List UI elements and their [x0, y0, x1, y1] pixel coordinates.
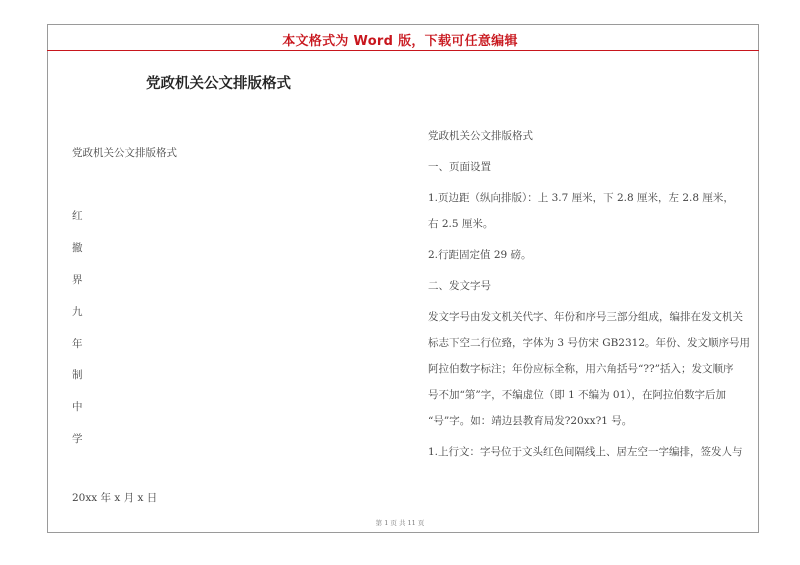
paragraph-line: 发文字号由发文机关代字、年份和序号三部分组成，编排在发文机关 [428, 311, 743, 323]
paragraph-line: 1.页边距（纵向排版）：上 3.7 厘米，下 2.8 厘米，左 2.8 厘米， [428, 192, 734, 204]
paragraph-line: 标志下空二行位臵，字体为 3 号仿宋 GB2312。年份、发文顺序号用 [428, 337, 751, 349]
paragraph-line: 号不加“第”字，不编虚位（即 1 不编为 01），在阿拉伯数字后加 [428, 389, 727, 401]
vertical-char: 年 [72, 338, 83, 350]
vertical-char: 红 [72, 210, 83, 222]
vertical-char: 界 [72, 274, 83, 286]
section-page-setup: 一、页面设置 [428, 161, 491, 173]
paragraph-line: “号”字。如：靖边县教育局发?20xx?1 号。 [428, 415, 633, 427]
vertical-char: 中 [72, 401, 83, 413]
document-title: 党政机关公文排版格式 [146, 76, 291, 92]
paragraph-line-spacing: 2.行距固定值 29 磅。 [428, 249, 532, 261]
vertical-char: 制 [72, 369, 83, 381]
banner-divider [47, 50, 759, 51]
vertical-char: 撤 [72, 242, 83, 254]
right-heading: 党政机关公文排版格式 [428, 130, 533, 142]
vertical-char: 九 [72, 306, 83, 318]
paragraph-line: 右 2.5 厘米。 [428, 218, 494, 230]
paragraph-document-number [428, 307, 756, 431]
left-column-heading: 党政机关公文排版格式 [72, 147, 177, 159]
word-version-banner: 本文格式为 Word 版，下载可任意编辑 [282, 34, 518, 49]
paragraph-upward-document: 1.上行文：字号位于文头红色间隔线上、居左空一字编排，签发人与 [428, 446, 743, 458]
paragraph-margins [428, 188, 756, 234]
right-column-body [428, 126, 756, 473]
section-document-number: 二、发文字号 [428, 280, 491, 292]
vertical-char: 学 [72, 433, 83, 445]
page-number-footer: 第 1 页 共 11 页 [375, 519, 425, 527]
document-date: 20xx 年 x 月 x 日 [72, 492, 158, 504]
paragraph-line: 阿拉伯数字标注；年份应标全称，用六角括号“??”括入；发文顺序 [428, 363, 734, 375]
